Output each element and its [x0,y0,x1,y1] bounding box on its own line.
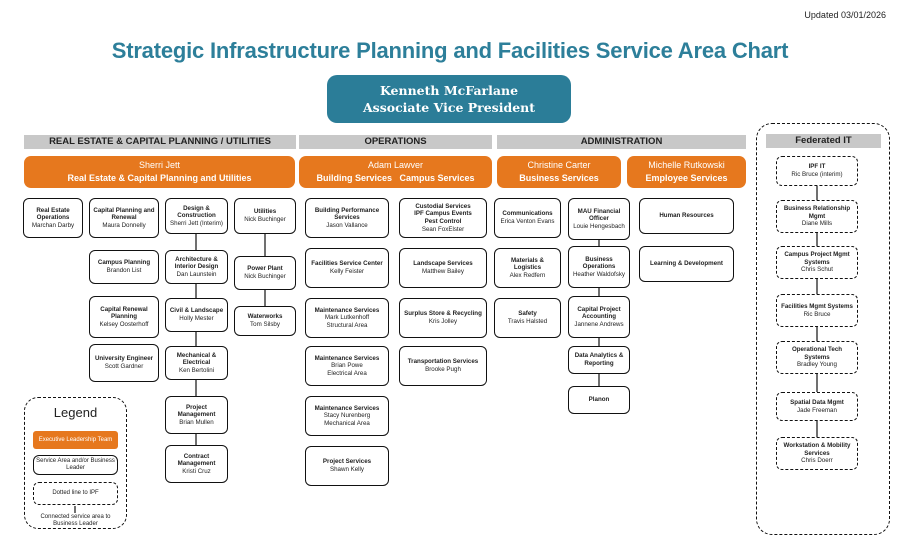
unit-person: Stacy Nurenberg [323,412,371,420]
unit-title: Campus Project Mgmt Systems [784,251,850,266]
unit-person: Erica Venton Evans [500,218,555,225]
unit-title: Planon [588,396,610,404]
unit-person: Shawn Kelly [329,466,365,473]
leader-title: Employee Services [645,173,728,183]
legend-connected: Connected service area to Business Leader [40,514,111,527]
unit-title: Business Relationship Mgmt [783,205,851,220]
unit-person: Brooke Pugh [425,366,461,373]
vp-name: Kenneth McFarlane [379,83,519,98]
unit-title: Human Resources [659,212,714,220]
vp-role: Associate Vice President [362,100,536,115]
unit-person: Diane Mills [801,220,833,228]
unit-title: Facilities Mgmt Systems [781,302,853,310]
unit-person: Matthew Bailey [422,268,464,275]
unit-title: Custodial Services [415,202,471,210]
unit-person: Mark Lutkenhoff [324,314,370,322]
unit-person: Ken Bertolini [178,366,215,374]
unit-title: Project Management [177,403,216,419]
unit-person: Holly Mester [179,315,214,322]
unit-title: Materials & Logistics [510,256,544,272]
unit-title: MAU Financial Officer [577,207,621,223]
unit-person: Sean FoxElster [421,225,465,233]
unit-title: Building Performance Services [314,206,380,222]
legend-executive: Executive Leadership Team [33,431,118,449]
unit-title: Design & Construction [177,204,216,220]
leader-title-campus: Campus Services [399,173,475,183]
unit-person: Ric Bruce [803,310,831,318]
unit-person: Brandon List [106,267,142,274]
legend-dotted-line: Dotted line to IPF [33,482,118,505]
unit-title: Power Plant [247,265,283,273]
page-title: Strategic Infrastructure Planning and Facilities Service Area Chart [111,38,789,63]
leader-name: Christine Carter [527,160,591,170]
unit-title: IPF IT [808,163,826,171]
unit-title: University Engineer [94,355,154,363]
unit-title: Learning & Development [650,260,723,268]
unit-title: Safety [518,310,537,318]
unit-person: Kelsey Oosterhoff [99,320,149,328]
leader-name: Adam Lawver [367,160,424,170]
unit-person: Jannene Andrews [574,320,624,328]
unit-person: Louie Hengesbach [573,222,625,230]
unit-title: Real Estate Operations [36,206,70,222]
unit-title: Capital Project Accounting [577,305,621,321]
unit-title: Contract Management [177,452,216,468]
unit-title-2: IPF Campus Events [414,210,472,218]
unit-person: Kristi Cruz [182,467,211,475]
unit-title: Capital Planning and Renewal [93,206,155,222]
unit-person: Brian Mullen [179,418,214,426]
section-real-estate: REAL ESTATE & CAPITAL PLANNING / UTILITIES [24,135,296,149]
unit-area: Structural Area [326,321,368,329]
unit-person: Scott Gardner [104,363,144,370]
unit-person: Chris Schut [801,266,833,274]
unit-person: Nick Buchinger [244,216,286,223]
unit-title: Capital Renewal Planning [100,305,148,321]
unit-title: Business Operations [582,255,616,271]
unit-title: Civil & Landscape [169,307,224,315]
unit-person: Kris Jolley [428,318,458,325]
unit-title: Surplus Store & Recycling [404,310,482,318]
unit-person: Nick Buchinger [244,273,286,280]
unit-person: Bradley Young [797,361,837,369]
unit-title: Communications [502,210,553,218]
unit-title: Landscape Services [413,260,473,268]
unit-title: Waterworks [247,313,283,321]
legend-title: Legend [53,405,98,420]
unit-person: Ric Bruce (interim) [791,171,843,178]
unit-title: Data Analytics & Reporting [574,352,624,367]
unit-title: Utilities [253,208,277,216]
leader-title-building: Building Services [316,173,392,183]
leader-title: Business Services [519,173,599,183]
updated-date: Updated 03/01/2026 [804,10,886,20]
section-operations: OPERATIONS [299,135,492,149]
unit-person: Heather Waldofsky [572,270,626,278]
unit-person: Dan Launstein [176,270,217,278]
unit-title: Mechanical & Electrical [176,351,217,367]
unit-person: Alex Redfern [509,271,546,279]
unit-person: Jason Vallance [326,221,368,229]
unit-person: Jade Freeman [797,406,837,414]
unit-person: Travis Halsted [507,318,548,325]
unit-title: Maintenance Services [314,404,380,412]
legend-service-area: Service Area and/or Business Leader [33,455,118,475]
unit-title: Campus Planning [97,259,151,267]
unit-title: Operational Tech Systems [791,346,843,361]
unit-person: Brian Powe [331,362,363,370]
unit-person: Marchan Darby [31,221,75,229]
unit-title: Workstation & Mobility Services [783,442,851,457]
unit-area: Mechanical Area [324,419,370,427]
leader-name: Michelle Rutkowski [648,160,725,170]
unit-person: Tom Silsby [250,321,280,328]
unit-area: Electrical Area [327,369,367,377]
unit-title: Spatial Data Mgmt [790,398,844,406]
unit-title: Maintenance Services [314,306,380,314]
unit-person: Sherri Jett (Interim) [170,219,223,227]
section-administration: ADMINISTRATION [497,135,746,149]
unit-title: Maintenance Services [314,354,380,362]
unit-person: Maura Donnelly [102,221,146,229]
unit-title: Facilities Service Center [311,260,383,268]
leader-name: Sherri Jett [138,160,180,170]
unit-title: Transportation Services [407,358,479,366]
unit-title: Project Services [322,458,372,466]
leader-title: Real Estate & Capital Planning and Utilities [67,173,252,183]
unit-person: Kelly Feister [329,268,365,275]
unit-title-3: Pest Control [424,218,462,225]
section-federated-it: Federated IT [766,134,881,148]
unit-title: Architecture & Interior Design [174,255,219,271]
unit-person: Chris Doerr [801,457,833,465]
